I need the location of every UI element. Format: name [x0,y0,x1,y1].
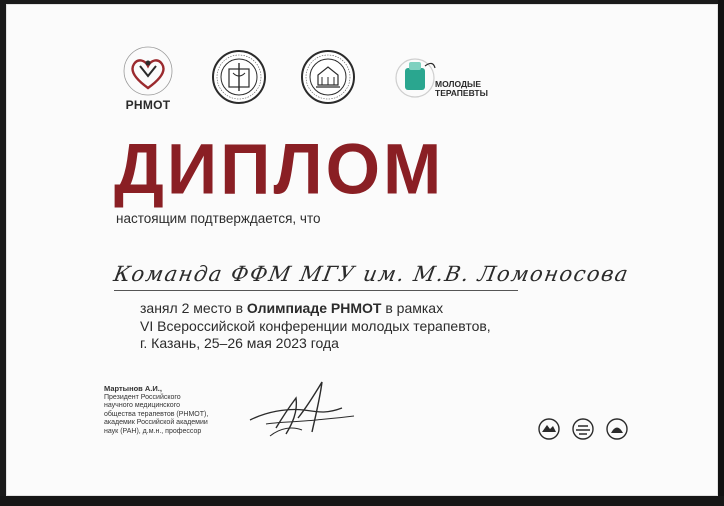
signatory-name: Мартынов А.И., [104,384,162,393]
diploma-body [140,300,491,353]
recipient-underline [114,290,518,291]
recipient-handwritten: Команда ФФМ МГУ им. М.В. Ломоносова [111,262,632,286]
diploma-sheet [6,4,718,496]
rnmot-logo-text: РНМОТ [125,98,171,112]
body-line-1-prefix: занял 2 место в [140,300,247,316]
partner-emblem-2-icon [572,418,594,440]
signatory-line-3: общества терапевтов (РНМОТ), [104,410,209,418]
university-seal [211,49,267,105]
body-line-2: VI Всероссийской конференции молодых терапевтов, [140,317,491,334]
university-seal-icon [211,49,267,105]
body-line-1-suffix: в рамках [381,300,444,316]
young-therapists-logo [395,50,495,106]
young-therapists-line2: ТЕРАПЕВТЫ [435,88,488,98]
signatory-block [104,385,208,437]
signatory-line-1: Президент Российского [104,393,181,401]
congress-seal [300,49,356,105]
young-therapists-line1: МОЛОДЫЕ [435,79,481,89]
diploma-title: ДИПЛОМ [114,129,445,209]
rnmot-logo [116,44,180,116]
signature-icon [246,378,358,444]
olympiad-name: Олимпиаде РНМОТ [246,300,382,316]
congress-seal-icon [300,49,356,105]
diploma-subtitle: настоящим подтверждается, что [116,211,321,226]
body-line-1 [140,300,491,318]
young-therapists-text [435,80,488,98]
signatory-line-4: академик Российской академии [104,419,208,427]
body-line-3: г. Казань, 25–26 мая 2023 года [140,335,339,351]
frame-bottom-edge [0,496,724,506]
rnmot-heart-icon [116,44,180,98]
young-therapists-icon [395,50,439,106]
signatory-line-2: научного медицинского [104,402,180,410]
partner-emblem-1-icon [538,418,560,440]
partner-emblem-3-icon [606,418,628,440]
signatory-line-5: наук (РАН), д.м.н., профессор [104,427,202,435]
frame-right-edge [718,0,724,506]
